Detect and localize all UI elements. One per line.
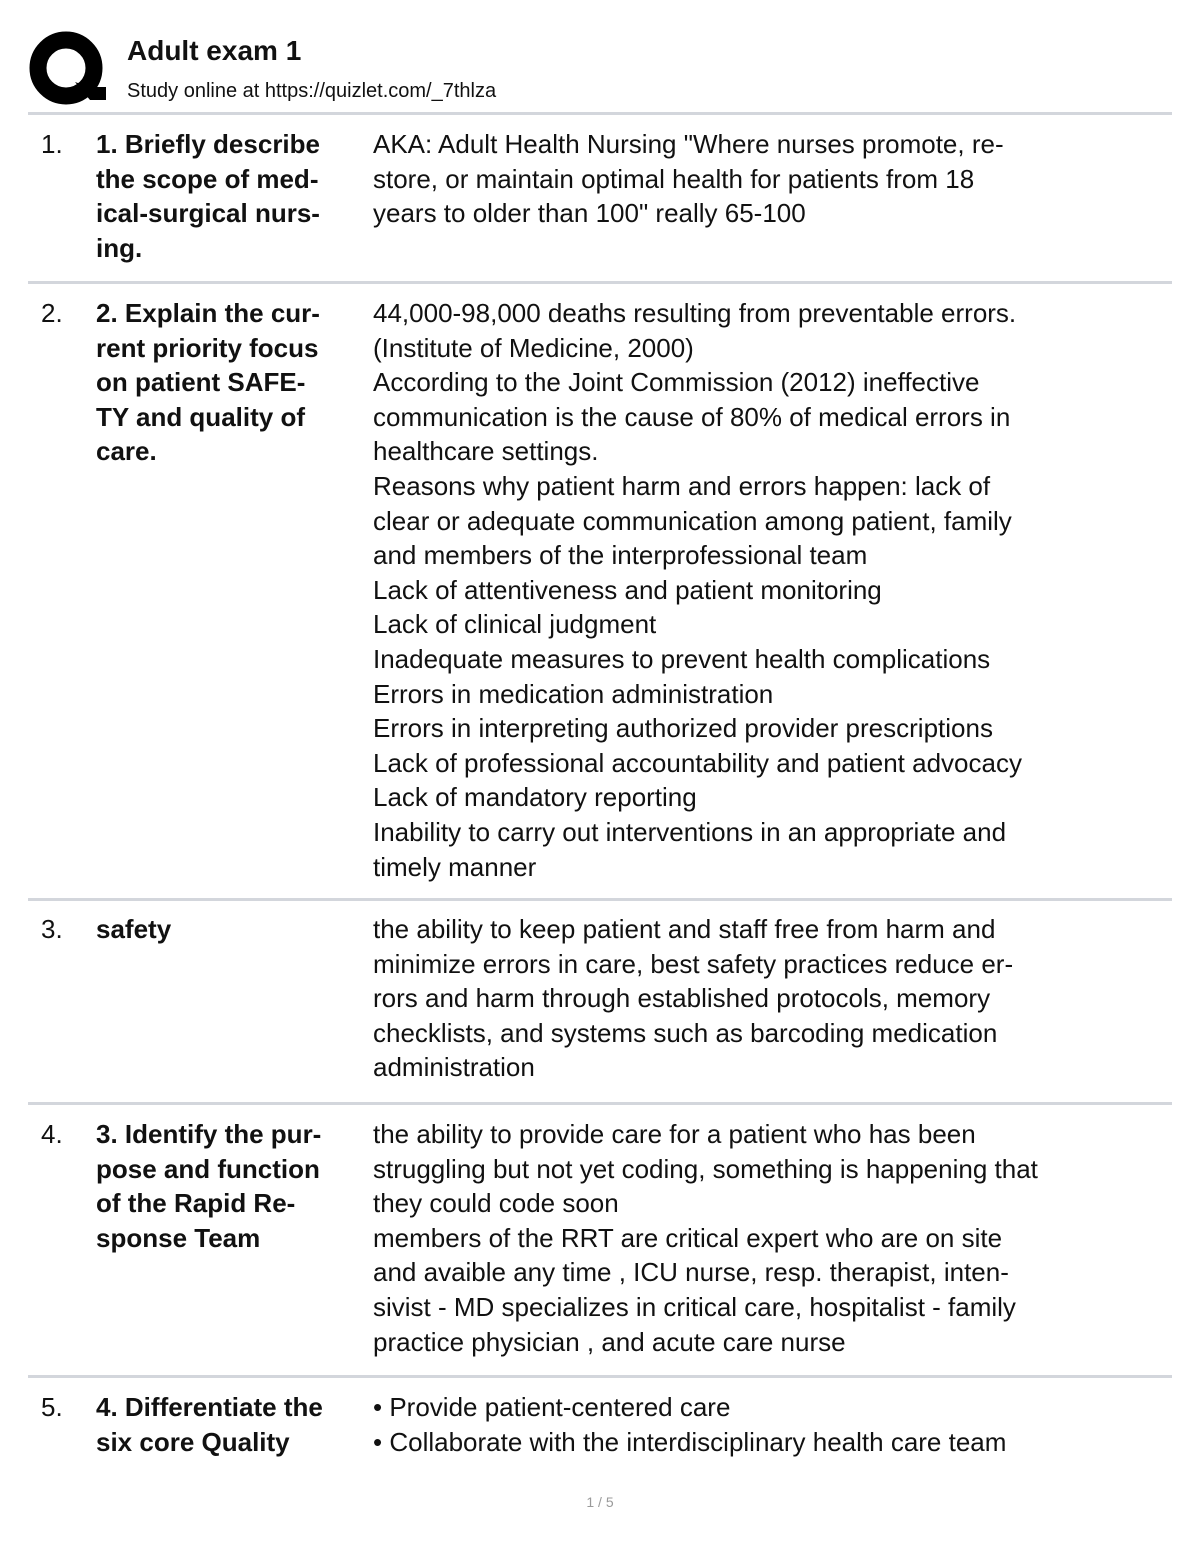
study-online-link-text: Study online at https://quizlet.com/_7thlza <box>127 80 497 102</box>
term-line: ical-surgical nurs- <box>96 198 320 229</box>
term-line: ing. <box>96 232 143 263</box>
definition-line: Inadequate measures to prevent health complications <box>373 643 991 674</box>
definition-line: members of the RRT are critical expert who are on site <box>373 1222 1003 1253</box>
definition-line: the ability to keep patient and staff free from harm and <box>373 914 996 944</box>
term-line: care. <box>96 436 157 467</box>
definition-line: Lack of professional accountability and patient advocacy <box>373 747 1022 778</box>
card-definition <box>373 1117 1173 1359</box>
card-term <box>96 1117 368 1255</box>
term-line: TY and quality of <box>96 401 305 432</box>
term-line: the scope of med- <box>96 163 319 194</box>
definition-line: minimize errors in care, best safety practices reduce er- <box>373 948 1014 979</box>
definition-line: store, or maintain optimal health for patients from 18 <box>373 163 975 194</box>
card-term <box>96 296 368 469</box>
card-divider <box>28 1102 1172 1105</box>
card-number: 1. <box>41 129 63 159</box>
card-number: 4. <box>41 1119 63 1149</box>
definition-line: they could code soon <box>373 1188 619 1219</box>
card-definition <box>373 912 1173 1085</box>
card-divider <box>28 1375 1172 1378</box>
definition-line: Reasons why patient harm and errors happen: lack of <box>373 470 991 501</box>
definition-line: clear or adequate communication among patient, family <box>373 505 1012 536</box>
quizlet-logo-icon <box>28 30 108 108</box>
definition-line: Lack of mandatory reporting <box>373 782 697 813</box>
definition-line: practice physician , and acute care nurse <box>373 1326 846 1357</box>
card-divider <box>28 898 1172 901</box>
card-divider <box>28 281 1172 284</box>
header-divider <box>28 112 1172 115</box>
term-line: six core Quality <box>96 1426 290 1457</box>
definition-line: healthcare settings. <box>373 436 599 467</box>
definition-line: • Provide patient-centered care <box>373 1392 731 1422</box>
definition-line: 44,000-98,000 deaths resulting from preventable errors. <box>373 298 1017 328</box>
definition-line: checklists, and systems such as barcoding medication <box>373 1017 998 1048</box>
card-number: 2. <box>41 298 63 328</box>
definition-line: communication is the cause of 80% of medical errors in <box>373 401 1011 432</box>
definition-line: Errors in interpreting authorized provider prescriptions <box>373 713 993 744</box>
card-definition <box>373 296 1173 884</box>
definition-line: AKA: Adult Health Nursing "Where nurses promote, re- <box>373 129 1004 159</box>
term-line: 1. Briefly describe <box>96 129 320 159</box>
definition-line: the ability to provide care for a patient who has been <box>373 1119 976 1149</box>
term-line: safety <box>96 914 172 944</box>
card-definition <box>373 127 1173 231</box>
definition-line: rors and harm through established protocols, memory <box>373 983 991 1014</box>
term-line: 3. Identify the pur- <box>96 1119 322 1149</box>
term-line: of the Rapid Re- <box>96 1188 296 1219</box>
definition-line: timely manner <box>373 851 537 882</box>
card-term <box>96 1390 368 1459</box>
definition-line: years to older than 100" really 65-100 <box>373 198 806 229</box>
definition-line: • Collaborate with the interdisciplinary health care team <box>373 1426 1007 1457</box>
definition-line: Inability to carry out interventions in an appropriate and <box>373 816 1007 847</box>
definition-line: Lack of clinical judgment <box>373 609 657 640</box>
card-definition <box>373 1390 1173 1459</box>
term-line: 4. Differentiate the <box>96 1392 323 1422</box>
definition-line: and members of the interprofessional team <box>373 540 868 571</box>
definition-line: and avaible any time , ICU nurse, resp. therapist, inten- <box>373 1257 1009 1288</box>
card-number: 3. <box>41 914 63 944</box>
definition-line: struggling but not yet coding, something is happening that <box>373 1153 1038 1184</box>
term-line: sponse Team <box>96 1222 261 1253</box>
page-indicator: 1 / 5 <box>586 1494 614 1510</box>
card-term <box>96 912 368 947</box>
definition-line: Lack of attentiveness and patient monitoring <box>373 574 882 605</box>
term-line: on patient SAFE- <box>96 367 306 398</box>
definition-line: (Institute of Medicine, 2000) <box>373 332 694 363</box>
term-line: 2. Explain the cur- <box>96 298 320 328</box>
document-title: Adult exam 1 <box>127 35 302 66</box>
card-number: 5. <box>41 1392 63 1422</box>
term-line: pose and function <box>96 1153 320 1184</box>
definition-line: administration <box>373 1052 535 1083</box>
term-line: rent priority focus <box>96 332 319 363</box>
definition-line: Errors in medication administration <box>373 678 774 709</box>
card-term <box>96 127 368 265</box>
definition-line: According to the Joint Commission (2012) ineffective <box>373 367 980 398</box>
definition-line: sivist - MD specializes in critical care, hospitalist - family <box>373 1291 1016 1322</box>
